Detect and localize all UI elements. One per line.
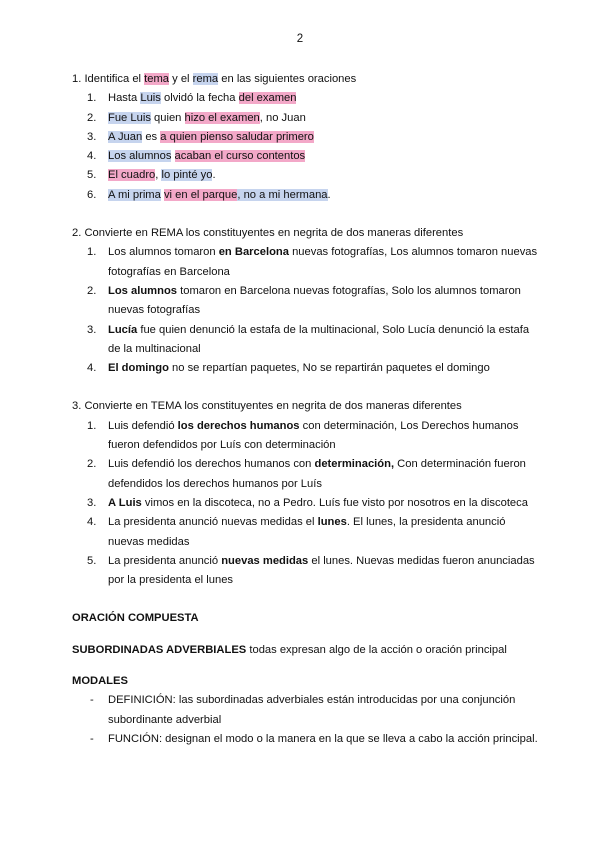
item-number: 1. [87, 92, 97, 105]
tema-highlight: A mi prima [108, 188, 161, 201]
plain-text: tomaron en Barcelona nuevas fotografías, Solo los alumnos tomaron nuevas fotografías [108, 284, 521, 317]
section-2-title: 2. Convierte en REMA los constituyentes en negrita de dos maneras diferentes [72, 227, 464, 240]
plain-text: no se repartían paquetes, No se repartirán paquetes el domingo [168, 362, 490, 375]
plain-text: fue quien denunció la estafa de la multinacional, Solo Lucía denunció la estafa de la multinacional [108, 323, 530, 355]
rema-highlight: hizo el examen [184, 111, 260, 124]
list-item [72, 282, 542, 321]
function-text: FUNCIÓN: designan el modo o la manera en la que se lleva a cabo la acción principal. [108, 732, 538, 745]
item-number: 6. [87, 188, 97, 201]
bold-constituent: Lucía [108, 323, 138, 336]
bold-constituent: en Barcelona [218, 246, 289, 259]
list-item [72, 186, 542, 205]
title-text: 1. Identifica el [72, 73, 145, 85]
bold-constituent: nuevas medidas [221, 554, 309, 567]
oracion-compuesta-heading: ORACIÓN COMPUESTA [72, 612, 199, 625]
plain-text: , [155, 169, 162, 182]
tema-highlight: lo pinté yo [161, 169, 213, 182]
tema-highlight: Luis [140, 92, 161, 105]
bold-constituent: Los alumnos [108, 284, 177, 297]
subordinadas-heading: SUBORDINADAS ADVERBIALES [72, 643, 247, 656]
title-text: y el [169, 73, 193, 85]
item-number: 2. [87, 111, 97, 124]
plain-text: con determinación, Los Derechos humanos fueron defendidos por Luís con determinación [108, 419, 519, 452]
plain-text: Luis defendió [108, 419, 178, 432]
plain-text: todas expresan algo de la acción o oración principal [246, 643, 507, 656]
list-item [72, 243, 542, 282]
subordinadas-paragraph [72, 641, 542, 660]
plain-text: es [142, 130, 161, 143]
bold-constituent: los derechos humanos [177, 419, 300, 432]
list-item [72, 89, 542, 108]
list-item [72, 455, 542, 494]
plain-text: olvidó la fecha [160, 92, 239, 105]
list-item [72, 359, 542, 378]
plain-text: La presidenta anunció [108, 554, 222, 567]
list-item [72, 552, 542, 591]
item-number: 1. [87, 246, 97, 259]
modales-heading: MODALES [72, 675, 128, 688]
item-number: 2. [87, 284, 97, 297]
rema-highlight: vi en el parque [163, 188, 238, 201]
plain-text: Luis defendió los derechos humanos con [108, 458, 315, 471]
list-item [72, 691, 542, 730]
section-2-list [72, 243, 542, 378]
dash-bullet: - [90, 694, 94, 707]
tema-highlight: Fue Luis [108, 111, 151, 124]
item-number: 3. [87, 130, 97, 143]
definition-text: DEFINICIÓN: las subordinadas adverbiales están introducidas por una conjunción subordinante adverbial [108, 694, 516, 726]
list-item [72, 128, 542, 147]
list-item [72, 730, 542, 749]
plain-text: Los alumnos tomaron [108, 246, 219, 259]
plain-text: vimos en la discoteca, no a Pedro. Luís fue visto por nosotros en la discoteca [141, 496, 528, 509]
plain-text: el lunes. Nuevas medidas fueron anunciadas por la presidenta el lunes [108, 554, 535, 587]
bold-constituent: El domingo [108, 362, 169, 375]
item-number: 4. [87, 150, 97, 163]
bold-constituent: A Luis [108, 496, 142, 509]
plain-text: , no Juan [259, 111, 306, 124]
tema-highlight: , no a mi hermana [237, 188, 328, 201]
item-number: 1. [87, 419, 97, 432]
list-item [72, 513, 542, 552]
item-number: 5. [87, 169, 97, 182]
rema-highlight: del examen [238, 92, 297, 105]
plain-text: nuevas fotografías, Los alumnos tomaron nuevas fotografías en Barcelona [108, 246, 538, 278]
section-1-list [72, 89, 542, 205]
list-item [72, 321, 542, 360]
list-item [72, 166, 542, 185]
rema-highlight: acaban el curso contentos [174, 150, 306, 163]
tema-highlight: A Juan [108, 130, 143, 143]
rema-highlight: a quien pienso saludar primero [160, 130, 314, 143]
plain-text: Hasta [108, 92, 141, 105]
section-3-list [72, 417, 542, 591]
section-1-title [72, 70, 542, 89]
plain-text: quien [150, 111, 185, 124]
title-text: en las siguientes oraciones [218, 73, 357, 85]
rema-word: rema [192, 73, 219, 85]
item-number: 3. [87, 323, 97, 336]
page-number: 2 [296, 33, 304, 45]
list-item [72, 417, 542, 456]
tema-word: tema [144, 73, 170, 85]
bold-constituent: lunes [317, 516, 347, 529]
list-item [72, 147, 542, 166]
plain-text: Con determinación fueron defendidos los derechos humanos por Luís [108, 458, 526, 490]
item-number: 2. [87, 458, 97, 471]
plain-text: . El lunes, la presidenta anunció nuevas medidas [108, 516, 506, 548]
item-number: 4. [87, 516, 97, 529]
tema-highlight: Los alumnos [108, 150, 172, 163]
list-item [72, 494, 542, 513]
plain-text: . [327, 188, 331, 201]
dash-bullet: - [90, 732, 94, 745]
rema-highlight: El cuadro [108, 169, 156, 182]
section-3-title: 3. Convierte en TEMA los constituyentes en negrita de dos maneras diferentes [72, 400, 462, 413]
plain-text: La presidenta anunció nuevas medidas el [108, 516, 318, 529]
bold-constituent: determinación, [314, 458, 395, 471]
item-number: 5. [87, 554, 97, 567]
list-item [72, 109, 542, 128]
item-number: 4. [87, 362, 97, 375]
document-body [72, 70, 542, 749]
item-number: 3. [87, 496, 97, 509]
plain-text: . [212, 169, 216, 182]
modales-list [72, 691, 542, 749]
